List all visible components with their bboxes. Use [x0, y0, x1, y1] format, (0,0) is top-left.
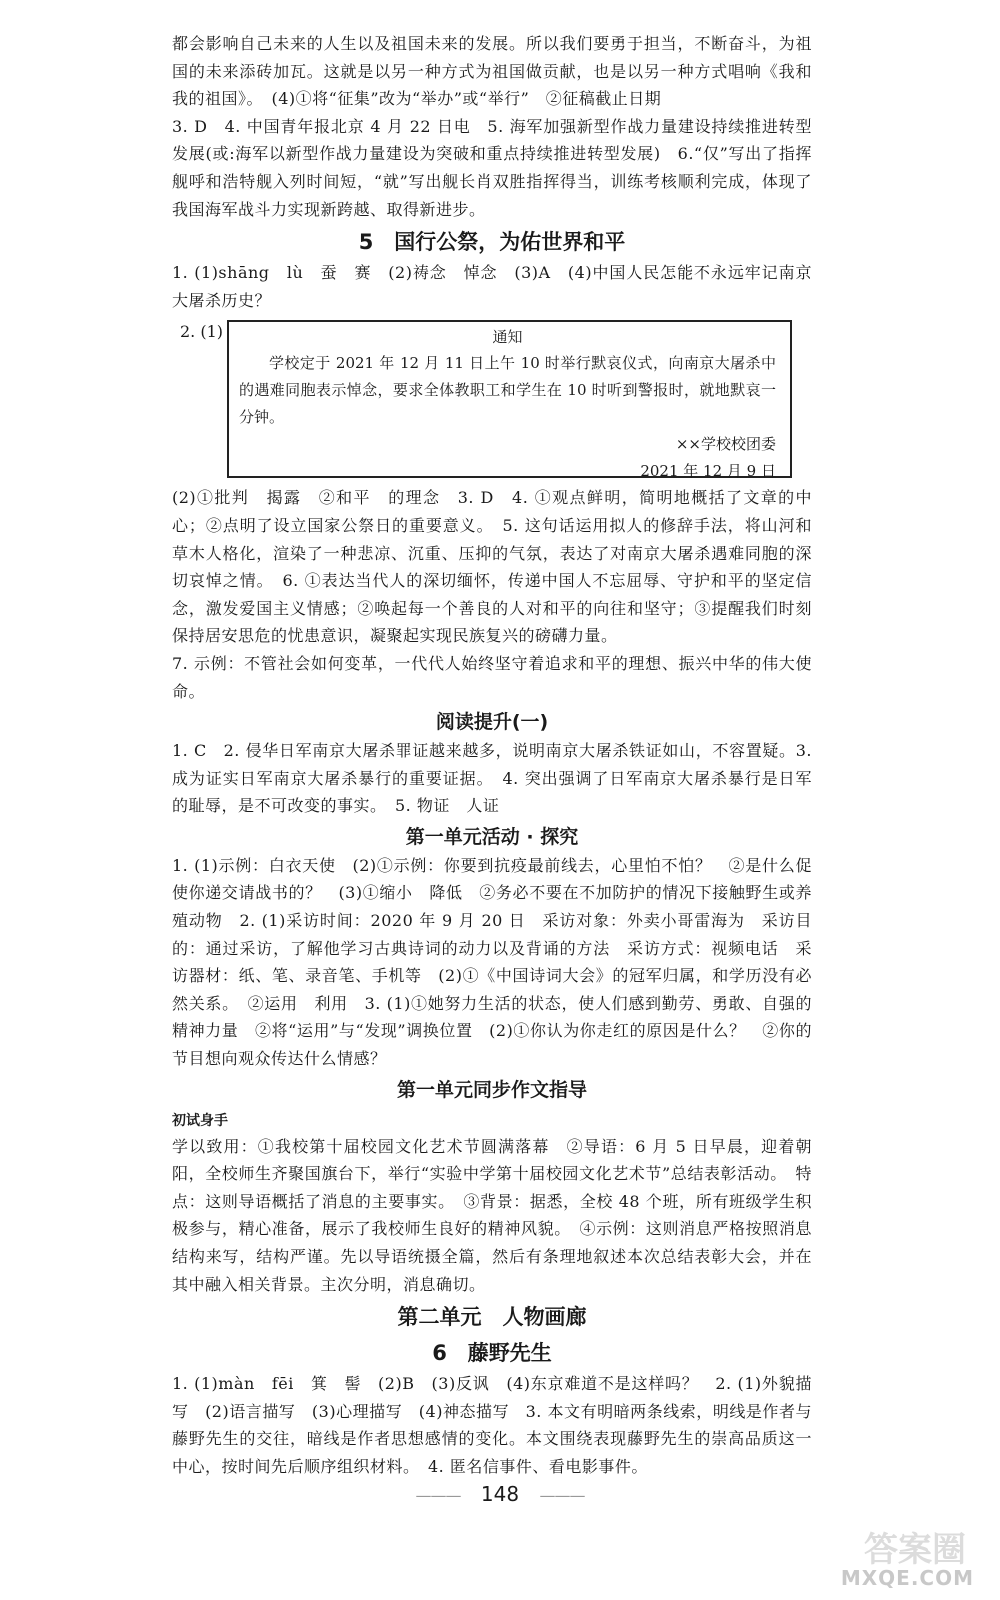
- paragraph-p4: (2)①批判 揭露 ②和平 的理念 3. D 4. ①观点鲜明，简明地概括了文章的中心；②点明了设立国家公祭日的重要意义。 5. 这句话运用拟人的修辞手法，将山河和草木人格化，渲染了一种悲凉、沉重、压抑的气氛，表达了对南京大屠杀遇难同胞的深切哀悼之情。 6. ①表达当代人的深切缅怀，传递中国人不忘屈辱、守护和平的坚定信念，激发爱国主义情感；②唤起每一个善良的人对和平的向往和坚守；③提醒我们时刻保持居安思危的忧患意识，凝聚起实现民族复兴的磅礴力量。: [172, 488, 812, 646]
- notice-body: 学校定于 2021 年 12 月 11 日上午 10 时举行默哀仪式，向南京大屠杀中的遇难同胞表示悼念，要求全体教职工和学生在 10 时听到警报时，就地默哀一分钟。: [239, 354, 776, 427]
- page-number: 148: [480, 1482, 520, 1506]
- footer-dash-left: ———: [415, 1486, 461, 1505]
- watermark-en-text: MXQE.COM: [840, 1566, 974, 1590]
- paragraph-p5: 7. 示例：不管社会如何变革，一代代人始终坚守着追求和平的理想、振兴中华的伟大使命。: [172, 653, 812, 701]
- lesson-6-title: 6 藤野先生: [432, 1341, 552, 1366]
- question-2-label: 2. (1): [180, 322, 224, 342]
- paragraph-p6: 1. C 2. 侵华日军南京大屠杀罪证越来越多，说明南京大屠杀铁证如山，不容置疑。3. 成为证实日军南京大屠杀暴行的重要证据。 4. 突出强调了日军南京大屠杀暴行是日军的耻辱，是不可改变的事实。 5. 物证 人证: [172, 741, 812, 816]
- writing-section-title: 第一单元同步作文指导: [396, 1078, 587, 1101]
- paragraph-p7: 1. (1)示例：白衣天使 (2)①示例：你要到抗疫最前线去，心里怕不怕？ ②是什么促使你递交请战书的？ (3)①缩小 降低 ②务必不要在不加防护的情况下接触野生或养殖动物 2. (1)采访时间：2020 年 9 月 20 日 采访对象：外卖小哥雷海为 采访目的：通过采访，了解他学习古典诗词的动力以及背诵的方法 采访方式：视频电话 采访器材：纸、笔、录音笔、手机等 (2)①《中国诗词大会》的冠军归属，和学历没有必然关系。 ②运用 利用 3. (1)①她努力生活的状态，使人们感到勤劳、勇敢、自强的精神力量 ②将“运用”与“发现”调换位置 (2)①你认为你走红的原因是什么？ ②你的节目想向观众传达什么情感？: [172, 855, 812, 1069]
- answer-page: [172, 0, 812, 1481]
- lesson-5-title: 5 国行公祭，为佑世界和平: [358, 230, 626, 255]
- paragraph-p2: 3. D 4. 中国青年报北京 4 月 22 日电 5. 海军加强新型作战力量建设持续推进转型发展(或:海军以新型作战力量建设为突破和重点持续推进转型发展) 6.“仅”写出了指挥舰呼和浩特舰入列时间短，“就”写出舰长肖双胜指挥得当，训练考核顺利完成，体现了我国海军战斗力实现新跨越、取得新进步。: [172, 116, 812, 219]
- paragraph-p8: 学以致用：①我校第十届校园文化艺术节圆满落幕 ②导语：6 月 5 日早晨，迎着朝阳，全校师生齐聚国旗台下，举行“实验中学第十届校园文化艺术节”总结表彰活动。 特点：这则导语概括了消息的主要事实。 ③背景：据悉，全校 48 个班，所有班级学生积极参与，精心准备，展示了我校师生良好的精神风貌。 ④示例：这则消息严格按照消息结构来写，结构严谨。先以导语统摄全篇，然后有条理地叙述本次总结表彰大会，并在其中融入相关背景。主次分明，消息确切。: [172, 1136, 812, 1294]
- page-number-footer: [0, 1482, 1000, 1506]
- question-2-notice-row: [172, 318, 812, 484]
- notice-signer: ××学校校团委: [675, 435, 776, 454]
- paragraph-p3: 1. (1)shāng lù 蚕 赛 (2)祷念 悼念 (3)A (4)中国人民怎能不永远牢记南京大屠杀历史？: [172, 263, 812, 310]
- watermark-logo: [824, 1522, 974, 1590]
- unit-2-title: 第二单元 人物画廊: [397, 1305, 587, 1330]
- trial-subheading: 初试身手: [172, 1112, 228, 1129]
- notice-title: 通知: [492, 328, 523, 347]
- watermark-cn-text: 答案圈: [864, 1530, 966, 1570]
- paragraph-p1: 都会影响自己未来的人生以及祖国未来的发展。所以我们要勇于担当，不断奋斗，为祖国的未来添砖加瓦。这就是以另一种方式为祖国做贡献，也是以另一种方式唱响《我和我的祖国》。 (4)①将“征集”改为“举办”或“举行” ②征稿截止日期: [172, 34, 812, 109]
- activity-section-title: 第一单元活动 · 探究: [405, 825, 579, 848]
- notice-date: 2021 年 12 月 9 日: [640, 462, 776, 481]
- footer-dash-right: ———: [539, 1486, 585, 1505]
- reading-section-title: 阅读提升(一): [435, 711, 549, 734]
- paragraph-p9: 1. (1)màn fēi 箕 髻 (2)B (3)反讽 (4)东京难道不是这样吗？ 2. (1)外貌描写 (2)语言描写 (3)心理描写 (4)神态描写 3. 本文有明暗两条线索，明线是作者与藤野先生的交往，暗线是作者思想感情的变化。本文围绕表现藤野先生的崇高品质这一中心，按时间先后顺序组织材料。 4. 匿名信事件、看电影事件。: [172, 1374, 812, 1476]
- notice-box: [227, 320, 792, 481]
